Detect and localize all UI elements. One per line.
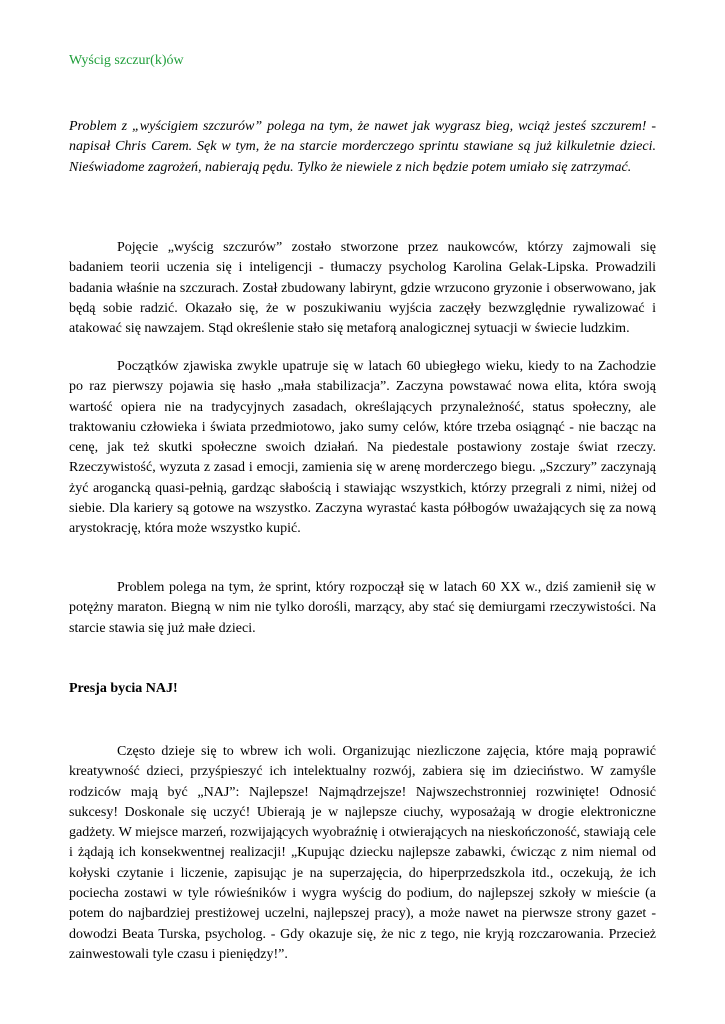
document-title: Wyścig szczur(k)ów <box>69 53 184 68</box>
paragraph-3: Problem polega na tym, że sprint, który rozpoczął się w latach 60 XX w., dziś zamienił się w potężny maraton. Biegną w nim nie tylko dorośli, marzący, aby stać się demiurgami rzeczywistości. Na starcie stawia się już małe dzieci. <box>69 580 656 636</box>
section-heading: Presja bycia NAJ! <box>69 681 178 696</box>
paragraph-2: Początków zjawiska zwykle upatruje się w latach 60 ubiegłego wieku, kiedy to na Zachodzie po raz pierwszy pojawia się hasło „mała stabilizacja”. Zaczyna powstawać nowa elita, która swoją wartość opiera nie na tradycyjnych zasadach, określających przynależność, status społeczny, ale traktowaniu człowieka i świata przedmiotowo, jako sumy celów, które trzeba osiągnąć - nie bacząc na cenę, jak też skutki społeczne swoich działań. Na piedestale postawiony zostaje świat rzeczy. Rzeczywistość, wyzuta z zasad i emocji, zamienia się w arenę morderczego biegu. „Szczury” zaczynają żyć arogancką quasi-pełnią, gardząc słabością i stawiając wszystkich, którzy przegrali z nimi, niżej od siebie. Dla kariery są gotowe na wszystko. Zaczyna wyrastać kasta półbogów uważających się za nową arystokrację, która może wszystko kupić. <box>69 359 656 537</box>
intro-paragraph: Problem z „wyścigiem szczurów” polega na tym, że nawet jak wygrasz bieg, wciąż jesteś szczurem! - napisał Chris Carem. Sęk w tym, że na starcie morderczego sprintu stawiane są już kilkuletnie dzieci. Nieświadome zagrożeń, nabierają pędu. Tylko że niewiele z nich będzie potem umiało się zatrzymać. <box>69 119 656 175</box>
paragraph-1: Pojęcie „wyścig szczurów” zostało stworzone przez naukowców, którzy zajmowali się badaniem teorii uczenia się i inteligencji - tłumaczy psycholog Karolina Gelak-Lipska. Prowadzili badania właśnie na szczurach. Został zbudowany labirynt, gdzie wrzucono gryzonie i obserwowano, jak będą sobie radzić. Okazało się, że w poszukiwaniu wyjścia zaczęły bezwzględnie rywalizować i atakować się nawzajem. Stąd określenie stało się metaforą analogicznej sytuacji w świecie ludzkim. <box>69 240 656 337</box>
section-paragraph: Często dzieje się to wbrew ich woli. Organizując niezliczone zajęcia, które mają poprawić kreatywność dzieci, przyśpieszyć ich intelektualny rozwój, zabiera się im dzieciństwo. W zamyśle rodziców mają być „NAJ”: Najlepsze! Najmądrzejsze! Najwszechstronniej rozwinięte! Odnosić sukcesy! Doskonale się uczyć! Ubierają je w najlepsze ciuchy, wyposażają w drogie elektroniczne gadżety. W miejsce marzeń, rozwijających wyobraźnię i otwierających na nieskończoność, stawiają cele i żądają ich konsekwentnej realizacji! „Kupując dziecku najlepsze zabawki, ćwicząc z nim niemal od kołyski czytanie i liczenie, zapisując je na superzajęcia, do hiperprzedszkola itd., oczekują, że ich pociecha zostawi w tyle rówieśników i wygra wyścig do podium, do najlepszej szkoły w mieście (a potem do najbardziej prestiżowej uczelni, najlepszej pracy), a może nawet na pierwsze strony gazet - dowodzi Beata Turska, psycholog. - Gdy okazuje się, że nic z tego, nie kryją rozczarowania. Przecież zainwestowali tyle czasu i pieniędzy!”. <box>69 744 656 962</box>
